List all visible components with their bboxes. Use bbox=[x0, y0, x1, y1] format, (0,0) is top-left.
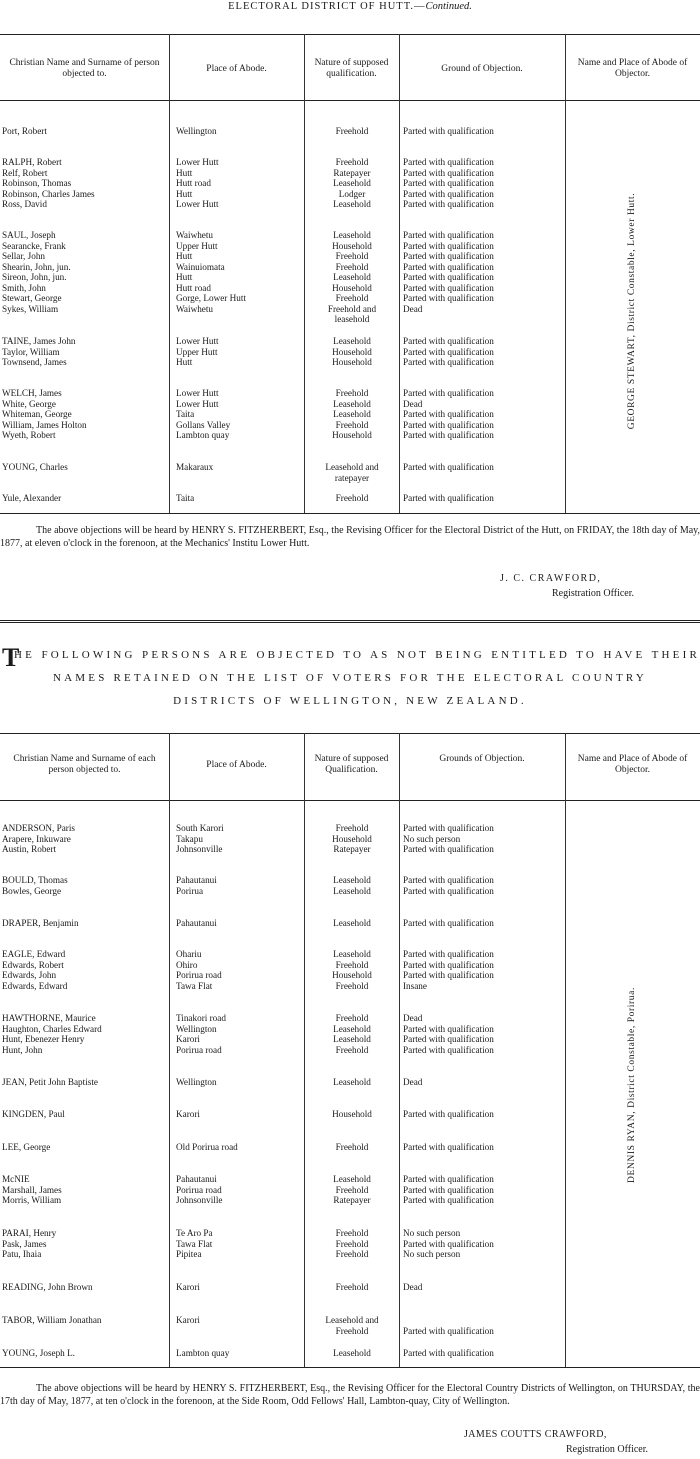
row-group-grounds: Parted with qualification Dead Parted with qualification Parted with qualification Parted with qualification bbox=[403, 388, 494, 440]
row-group-names: McNIE Marshall, James Morris, William bbox=[2, 1174, 62, 1205]
column-header-qualification: Nature of supposed qualification. bbox=[314, 58, 389, 79]
notice-heading-line-3: DISTRICTS OF WELLINGTON, NEW ZEALAND. bbox=[173, 695, 527, 707]
row-group-abodes: Taita bbox=[176, 493, 195, 503]
row-group-grounds: Dead Parted with qualification Parted with qualification Parted with qualification bbox=[403, 1013, 494, 1055]
table-top-rule bbox=[0, 34, 700, 35]
row-group-grounds: Parted with qualification Parted with qualification Parted with qualification bbox=[403, 1174, 494, 1205]
row-group-abodes: Pahautanui Porirua bbox=[176, 875, 217, 896]
signature-name: JAMES COUTTS CRAWFORD, bbox=[464, 1429, 607, 1440]
row-group-abodes: Lower Hutt Upper Hutt Hutt bbox=[176, 336, 219, 367]
row-group-names: TAINE, James John Taylor, William Townsend, James bbox=[2, 336, 76, 367]
row-group-grounds: Parted with qualification bbox=[403, 1325, 494, 1336]
column-header-abode: Place of Abode. bbox=[206, 759, 267, 770]
row-group-abodes: Tinakori road Wellington Karori Porirua road bbox=[176, 1013, 226, 1055]
row-group-names: YOUNG, Charles bbox=[2, 462, 68, 472]
row-group-grounds: Parted with qualification bbox=[403, 918, 494, 928]
row-group-names: TABOR, William Jonathan bbox=[2, 1315, 102, 1325]
row-group-abodes: Old Porirua road bbox=[176, 1142, 238, 1152]
drop-cap: T bbox=[2, 643, 20, 672]
row-group-qualifications: Leasehold bbox=[333, 1348, 371, 1358]
hearing-notice: The above objections will be heard by HENRY S. FITZHERBERT, Esq., the Revising Officer for the Electoral Country Districts of Wellington, on THURSDAY, the 17th day of May, 1877, at ten o'clock in the forenoon, at the Side Room, Odd Fellows' Hall, Lambton-quay, City of Wellington. bbox=[0, 1383, 700, 1407]
table-bottom-rule bbox=[0, 1367, 700, 1368]
row-group-names: RALPH, Robert Relf, Robert Robinson, Thomas Robinson, Charles James Ross, David bbox=[2, 157, 95, 209]
column-header-name: Christian Name and Surname of each person objected to. bbox=[13, 754, 156, 775]
column-header-ground: Ground of Objection. bbox=[441, 63, 523, 74]
row-group-qualifications: Freehold Household Ratepayer bbox=[332, 823, 372, 854]
row-group-grounds: Parted with qualification Parted with qualification Parted with qualification Parted with qualification Parted with qualification Parted with qualification Parted with qualification Dead bbox=[403, 230, 494, 314]
row-group-qualifications: Leasehold and ratepayer bbox=[325, 462, 379, 483]
row-group-abodes: Wellington bbox=[176, 1077, 217, 1087]
row-group-grounds: Parted with qualification Parted with qualification bbox=[403, 875, 494, 896]
row-group-names: WELCH, James White, George Whiteman, George William, James Holton Wyeth, Robert bbox=[2, 388, 87, 440]
column-header-objector: Name and Place of Abode of Objector. bbox=[577, 58, 688, 79]
row-group-qualifications: Household bbox=[332, 1109, 372, 1119]
row-group-abodes: Lower Hutt Lower Hutt Taita Gollans Valley Lambton quay bbox=[176, 388, 231, 440]
row-group-qualifications: Freehold Ratepayer Leasehold Lodger Leasehold bbox=[333, 157, 371, 209]
table-top-rule bbox=[0, 733, 700, 734]
signature-name: J. C. CRAWFORD, bbox=[500, 573, 602, 584]
row-group-qualifications: Freehold Freehold Freehold bbox=[335, 1228, 369, 1259]
row-group-qualifications: Leasehold bbox=[333, 1077, 371, 1087]
objector-name: DENNIS RYAN, District Constable, Porirua. bbox=[627, 987, 637, 1183]
hearing-notice: The above objections will be heard by HENRY S. FITZHERBERT, Esq., the Revising Officer for the Electoral District of the Hutt, on FRIDAY, the 18th day of May, 1877, at eleven o'clock in the forenoon, at the Mechanics' Institu Lower Hutt. bbox=[0, 525, 700, 549]
row-group-qualifications: Leasehold Freehold Household Freehold bbox=[332, 949, 372, 991]
row-group-grounds: Parted with qualification bbox=[403, 1109, 494, 1119]
row-group-abodes: Karori bbox=[176, 1315, 200, 1325]
column-header-objector: Name and Place of Abode of Objector. bbox=[577, 754, 688, 775]
row-group-names: BOULD, Thomas Bowles, George bbox=[2, 875, 68, 896]
row-group-grounds: Parted with qualification Parted with qualification Parted with qualification Insane bbox=[403, 949, 494, 991]
row-group-grounds: Parted with qualification Parted with qualification Parted with qualification Parted with qualification Parted with qualification bbox=[403, 157, 494, 209]
column-header-name: Christian Name and Surname of person objected to. bbox=[9, 58, 160, 79]
row-group-abodes: South Karori Takapu Johnsonville bbox=[176, 823, 224, 854]
row-group-abodes: Lower Hutt Hutt Hutt road Hutt Lower Hutt bbox=[176, 157, 219, 209]
row-group-qualifications: Freehold bbox=[335, 126, 369, 136]
row-group-names: SAUL, Joseph Searancke, Frank Sellar, John Shearin, John, jun. Sireon, John, jun. Smith, John Stewart, George Sykes, William bbox=[2, 230, 71, 314]
row-group-abodes: Ohariu Ohiro Porirua road Tawa Flat bbox=[176, 949, 222, 991]
row-group-names: EAGLE, Edward Edwards, Robert Edwards, John Edwards, Edward bbox=[2, 949, 68, 991]
row-group-qualifications: Freehold Leasehold Leasehold Freehold bbox=[333, 1013, 371, 1055]
row-group-grounds: Parted with qualification bbox=[403, 493, 494, 503]
row-group-grounds: Dead bbox=[403, 1077, 423, 1087]
row-group-qualifications: Freehold bbox=[335, 1142, 369, 1152]
row-group-abodes: Lambton quay bbox=[176, 1348, 230, 1358]
row-group-names: READING, John Brown bbox=[2, 1282, 93, 1292]
row-group-abodes: Pahautanui bbox=[176, 918, 217, 928]
row-group-names: LEE, George bbox=[2, 1142, 51, 1152]
section-divider bbox=[0, 620, 700, 623]
row-group-grounds: Parted with qualification bbox=[403, 1348, 494, 1358]
table-bottom-rule bbox=[0, 513, 700, 514]
page-title bbox=[0, 0, 700, 13]
signature-title: Registration Officer. bbox=[566, 1444, 649, 1455]
row-group-names: ANDERSON, Paris Arapere, Inkuware Austin, Robert bbox=[2, 823, 75, 854]
row-group-names: KINGDEN, Paul bbox=[2, 1109, 65, 1119]
table-header-rule bbox=[0, 800, 700, 801]
row-group-names: Yule, Alexander bbox=[2, 493, 62, 503]
row-group-qualifications: Leasehold Leasehold bbox=[333, 875, 371, 896]
row-group-names: JEAN, Petit John Baptiste bbox=[2, 1077, 98, 1087]
row-group-qualifications: Leasehold Freehold Ratepayer bbox=[333, 1174, 371, 1205]
row-group-names: DRAPER, Benjamin bbox=[2, 918, 79, 928]
row-group-qualifications: Leasehold Household Freehold Freehold Leasehold Household Freehold Freehold and leasehold bbox=[327, 230, 377, 324]
row-group-qualifications: Freehold bbox=[335, 493, 369, 503]
row-group-grounds: Parted with qualification bbox=[403, 1142, 494, 1152]
row-group-abodes: Te Aro Pa Tawa Flat Pipitea bbox=[176, 1228, 213, 1259]
row-group-grounds: Parted with qualification bbox=[403, 126, 494, 136]
row-group-qualifications: Leasehold Household Household bbox=[332, 336, 372, 367]
row-group-grounds: Parted with qualification Parted with qualification Parted with qualification bbox=[403, 336, 494, 367]
row-group-qualifications: Freehold Leasehold Leasehold Freehold Household bbox=[332, 388, 372, 440]
row-group-names: PARAI, Henry Pask, James Patu, Ihaia bbox=[2, 1228, 57, 1259]
row-group-abodes: Karori bbox=[176, 1109, 200, 1119]
row-group-qualifications: Leasehold bbox=[333, 918, 371, 928]
row-group-grounds: Parted with qualification No such person Parted with qualification bbox=[403, 823, 494, 854]
row-group-grounds: No such person Parted with qualification No such person bbox=[403, 1228, 494, 1259]
column-header-qualification: Nature of supposed Qualification. bbox=[314, 754, 389, 775]
row-group-names: Port, Robert bbox=[2, 126, 47, 136]
notice-heading-line-2: NAMES RETAINED ON THE LIST OF VOTERS FOR THE ELECTORAL COUNTRY bbox=[53, 672, 647, 684]
signature-title: Registration Officer. bbox=[552, 588, 635, 599]
notice-heading-line-1: HE FOLLOWING PERSONS ARE OBJECTED TO AS NOT BEING ENTITLED TO HAVE THEIR bbox=[14, 649, 700, 661]
row-group-qualifications: Freehold bbox=[335, 1282, 369, 1292]
row-group-abodes: Wellington bbox=[176, 126, 217, 136]
row-group-grounds: Dead bbox=[403, 1282, 423, 1292]
row-group-abodes: Makaraux bbox=[176, 462, 214, 472]
column-header-grounds: Grounds of Objection. bbox=[439, 753, 525, 764]
page-title-continued: Continued. bbox=[425, 1, 472, 12]
row-group-qualifications: Leasehold and Freehold bbox=[325, 1315, 379, 1336]
column-header-abode: Place of Abode. bbox=[206, 63, 267, 74]
row-group-abodes: Pahautanui Porirua road Johnsonville bbox=[176, 1174, 223, 1205]
row-group-names: HAWTHORNE, Maurice Haughton, Charles Edward Hunt, Ebenezer Henry Hunt, John bbox=[2, 1013, 102, 1055]
row-group-abodes: Waiwhetu Upper Hutt Hutt Wainuiomata Hutt Hutt road Gorge, Lower Hutt Waiwhetu bbox=[176, 230, 246, 314]
table-header-rule bbox=[0, 100, 700, 101]
objector-name: GEORGE STEWART, District Constable, Lower Hutt. bbox=[627, 192, 637, 430]
row-group-abodes: Karori bbox=[176, 1282, 200, 1292]
row-group-grounds: Parted with qualification bbox=[403, 462, 494, 472]
row-group-names: YOUNG, Joseph L. bbox=[2, 1348, 75, 1358]
page-title-main: ELECTORAL DISTRICT OF HUTT.— bbox=[228, 1, 426, 12]
